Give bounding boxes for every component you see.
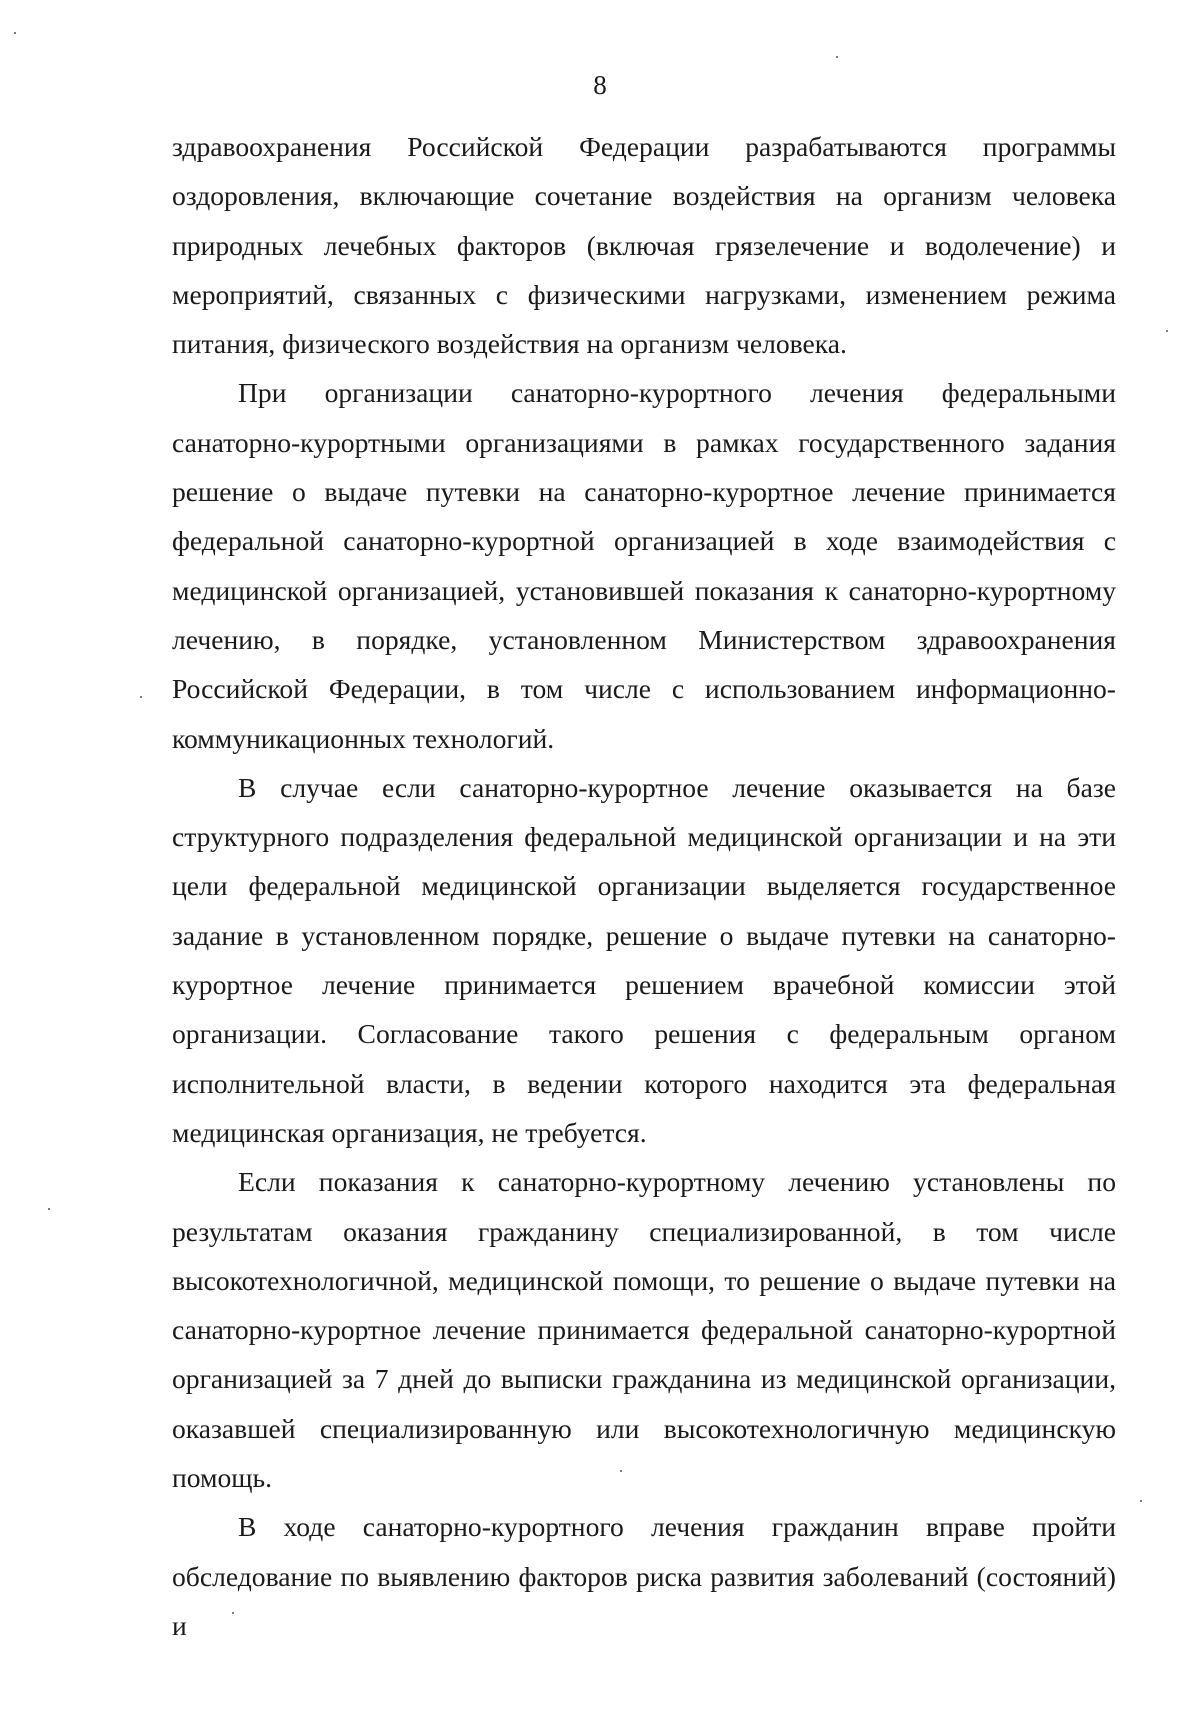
scan-speck bbox=[140, 696, 142, 698]
scan-speck bbox=[1140, 1500, 1142, 1502]
paragraph-1: здравоохранения Российской Федерации разрабатываются программы оздоровления, включающие сочетание воздействия на организм человека природных лечебных факторов (включая грязелечение и водолечение) и мероприятий, связанных с физическими нагрузками, изменением режима питания, физического воздействия на организм человека. bbox=[172, 131, 1116, 360]
paragraph-4: Если показания к санаторно-курортному лечению установлены по результатам оказания гражданину специализированной, в том числе высокотехнологичной, медицинской помощи, то решение о выдаче путевки на санаторно-курортное лечение принимается федеральной санаторно-курортной организацией за 7 дней до выписки гражданина из медицинской организации, оказавшей специализированную или высокотехнологичную медицинскую помощь. bbox=[172, 1166, 1116, 1494]
scan-speck bbox=[48, 1208, 50, 1210]
scan-speck bbox=[836, 56, 838, 58]
paragraph-5: В ходе санаторно-курортного лечения гражданин вправе пройти обследование по выявлению факторов риска развития заболеваний (состояний) и bbox=[172, 1511, 1116, 1641]
paragraph-2: При организации санаторно-курортного лечения федеральными санаторно-курортными организациями в рамках государственного задания решение о выдаче путевки на санаторно-курортное лечение принимается федеральной санаторно-курортной организацией в ходе взаимодействия с медицинской организацией, установившей показания к санаторно-курортному лечению, в порядке, установленном Министерством здравоохранения Российской Федерации, в том числе с использованием информационно-коммуникационных технологий. bbox=[172, 377, 1116, 754]
scan-speck bbox=[232, 1612, 234, 1614]
paragraph-3: В случае если санаторно-курортное лечение оказывается на базе структурного подразделения федеральной медицинской организации и на эти цели федеральной медицинской организации выделяется государственное задание в установленном порядке, решение о выдаче путевки на санаторно-курортное лечение принимается решением врачебной комиссии этой организации. Согласование такого решения с федеральным органом исполнительной власти, в ведении которого находится эта федеральная медицинская организация, не требуется. bbox=[172, 771, 1116, 1148]
scan-speck bbox=[620, 1470, 622, 1472]
document-body bbox=[172, 122, 1116, 1650]
page-number: 8 bbox=[593, 70, 607, 100]
scan-speck bbox=[14, 32, 16, 34]
scan-speck bbox=[1166, 330, 1168, 332]
